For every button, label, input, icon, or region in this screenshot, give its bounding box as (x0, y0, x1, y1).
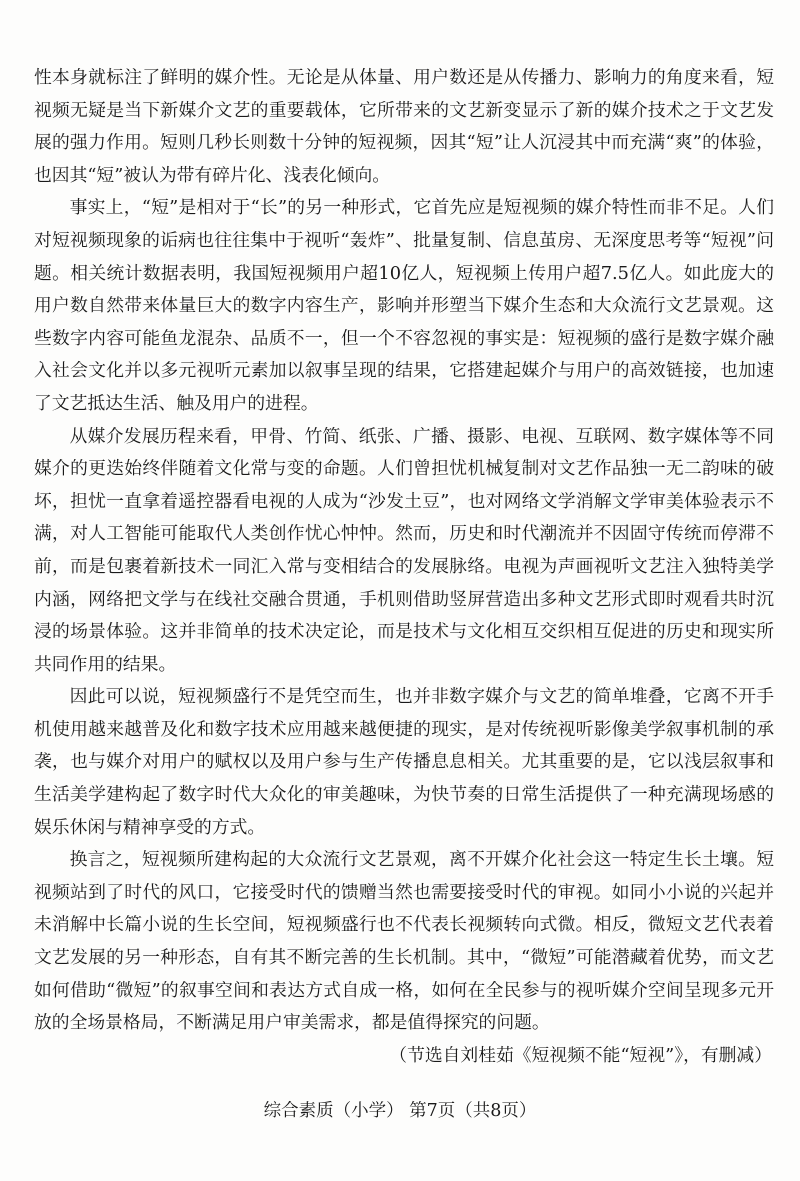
paragraph: 从媒介发展历程来看，甲骨、竹简、纸张、广播、摄影、电视、互联网、数字媒体等不同媒介的更迭始终伴随着文化常与变的命题。人们曾担忧机械复制对文艺作品独一无二韵味的破坏，担忧一直拿着遥控器看电视的人成为“沙发土豆”，也对网络文学消解文学审美体验表示不满，对人工智能可能取代人类创作忧心忡忡。然而，历史和时代潮流并不因固守传统而停滞不前，而是包裹着新技术一同汇入常与变相结合的发展脉络。电视为声画视听文艺注入独特美学内涵，网络把文学与在线社交融合贯通，手机则借助竖屏营造出多种文艺形式即时观看共时沉浸的场景体验。这并非简单的技术决定论，而是技术与文化相互交织相互促进的历史和现实所共同作用的结果。 (34, 425, 774, 675)
page-footer: 综合素质（小学） 第7页（共8页） (263, 1101, 537, 1121)
paragraph-continued: 性本身就标注了鲜明的媒介性。无论是从体量、用户数还是从传播力、影响力的角度来看，短视频无疑是当下新媒介文艺的重要载体，它所带来的文艺新变显示了新的媒介技术之于文艺发展的强力作用。短则几秒长则数十分钟的短视频，因其“短”让人沉浸其中而充满“爽”的体验，也因其“短”被认为带有碎片化、浅表化倾向。 (34, 67, 774, 186)
source-citation: （节选自刘桂茹《短视频不能“短视”》，有删减） (389, 1044, 772, 1066)
paragraph: 因此可以说，短视频盛行不是凭空而生，也并非数字媒介与文艺的简单堆叠，它离不开手机使用越来越普及化和数字技术应用越来越便捷的现实，是对传统视听影像美学叙事机制的承袭，也与媒介对用户的赋权以及用户参与生产传播息息相关。尤其重要的是，它以浅层叙事和生活美学建构起了数字时代大众化的审美趣味，为快节奏的日常生活提供了一种充满现场感的娱乐休闲与精神享受的方式。 (34, 686, 774, 838)
article-body (34, 62, 774, 1072)
paragraph: 换言之，短视频所建构起的大众流行文艺景观，离不开媒介化社会这一特定生长土壤。短视频站到了时代的风口，它接受时代的馈赠当然也需要接受时代的审视。如同小小说的兴起并未消解中长篇小说的生长空间，短视频盛行也不代表长视频转向式微。相反，微短文艺代表着文艺发展的另一种形态，自有其不断完善的生长机制。其中，“微短”可能潜藏着优势，而文艺如何借助“微短”的叙事空间和表达方式自成一格，如何在全民参与的视听媒介空间呈现多元开放的全场景格局，不断满足用户审美需求，都是值得探究的问题。 (34, 849, 774, 1034)
paragraph: 事实上，“短”是相对于“长”的另一种形式，它首先应是短视频的媒介特性而非不足。人们对短视频现象的诟病也往往集中于视听“轰炸”、批量复制、信息茧房、无深度思考等“短视”问题。相关统计数据表明，我国短视频用户超10亿人，短视频上传用户超7.5亿人。如此庞大的用户数自然带来体量巨大的数字内容生产，影响并形塑当下媒介生态和大众流行文艺景观。这些数字内容可能鱼龙混杂、品质不一，但一个不容忽视的事实是：短视频的盛行是数字媒介融入社会文化并以多元视听元素加以叙事呈现的结果，它搭建起媒介与用户的高效链接，也加速了文艺抵达生活、触及用户的进程。 (34, 197, 774, 414)
